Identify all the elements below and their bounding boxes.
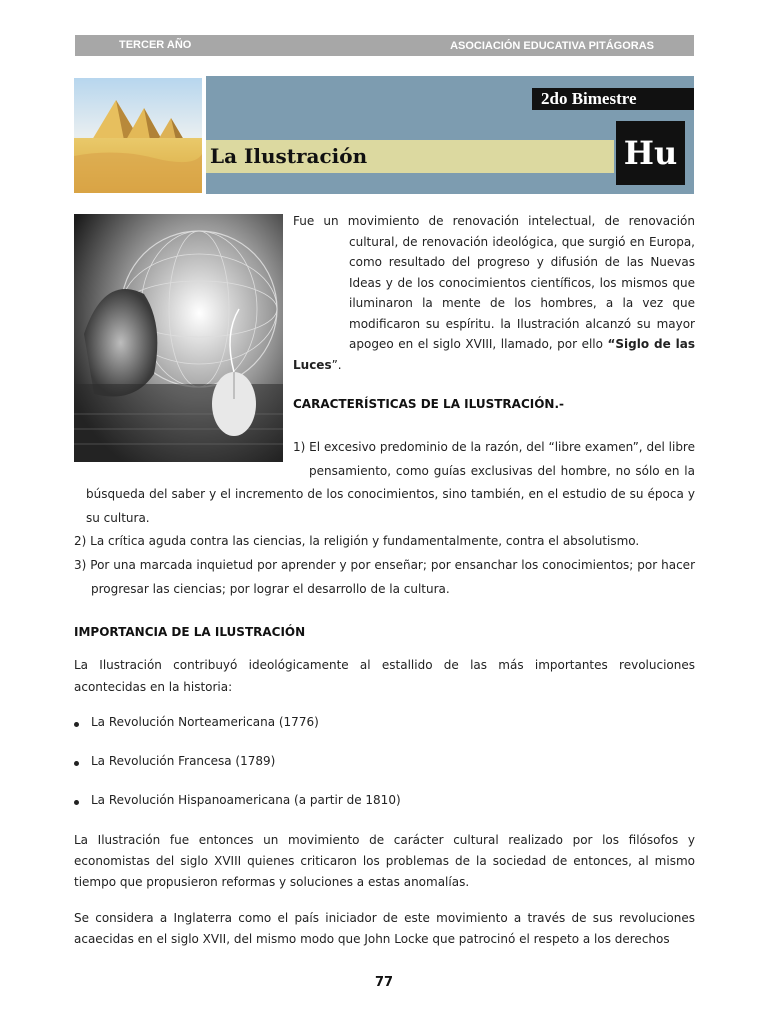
intro-block [293,211,695,375]
importancia-heading: IMPORTANCIA DE LA ILUSTRACIÓN [74,625,306,639]
bullet-dot-icon [74,800,79,805]
header-school: ASOCIACIÓN EDUCATIVA PITÁGORAS [450,40,654,52]
globe-mouse-image [74,214,283,462]
pyramids-image [74,78,202,193]
intro-body: Fue un movimiento de renovación intelectual, de renovación cultural, de renovación ideológica, que surgió en Europa, como resultado del progreso y difusión de las Nuevas Ideas y de los conocimientos científicos, los mismos que iluminaron la mente de los hombres, a la vez que modificaron su espíritu. la Ilustración alcanzó su mayor apogeo en el siglo XVIII, llamado, por ello “Siglo de las Luces”. [293,214,695,372]
caracteristicas-heading: CARACTERÍSTICAS DE LA ILUSTRACIÓN.- [293,397,565,411]
caracteristica-2: 2) La crítica aguda contra las ciencias, la religión y fundamentalmente, contra el absolutismo. [74,534,640,548]
caracteristica-1: 1) El excesivo predominio de la razón, del “libre examen”, del libre pensamiento, como guías exclusivas del hombre, no sólo en la búsqueda del saber y el incremento de los conocimientos, sino también, en el estudio de su época y su cultura. [74,436,695,530]
item3-indent [74,578,91,602]
item1-spacer-a [74,436,293,460]
intro-indent [293,211,349,354]
header-bar [75,35,694,56]
header-grade: TERCER AÑO [119,39,192,51]
importancia-intro: La Ilustración contribuyó ideológicamente al estallido de las más importantes revoluciones acontecidas en la historia: [74,658,695,694]
bimestre-label: 2do Bimestre [532,88,694,110]
caracteristica-3: 3) Por una marcada inquietud por aprender y por enseñar; por ensanchar los conocimientos; por hacer progresar las ciencias; por lograr el desarrollo de la cultura. [74,554,695,601]
page-title: La Ilustración [210,144,368,168]
bullet-dot-icon [74,761,79,766]
item1-spacer-b [74,460,309,483]
page-number: 77 [374,975,394,990]
subject-code: Hu [616,121,685,185]
item1-spacer-c [74,483,86,530]
bullet-dot-icon [74,722,79,727]
importancia-paragraph-1: La Ilustración fue entonces un movimiento de carácter cultural realizado por los filósofos y economistas del siglo XVIII quienes criticaron los problemas de la sociedad de entonces, al mismo tiempo que propusieron reformas y soluciones a estas anomalías. [74,833,695,889]
importancia-paragraph-2: Se considera a Inglaterra como el país iniciador de este movimiento a través de sus revoluciones acaecidas en el siglo XVII, del mismo modo que John Locke que patrocinó el respeto a los derechos [74,911,695,946]
